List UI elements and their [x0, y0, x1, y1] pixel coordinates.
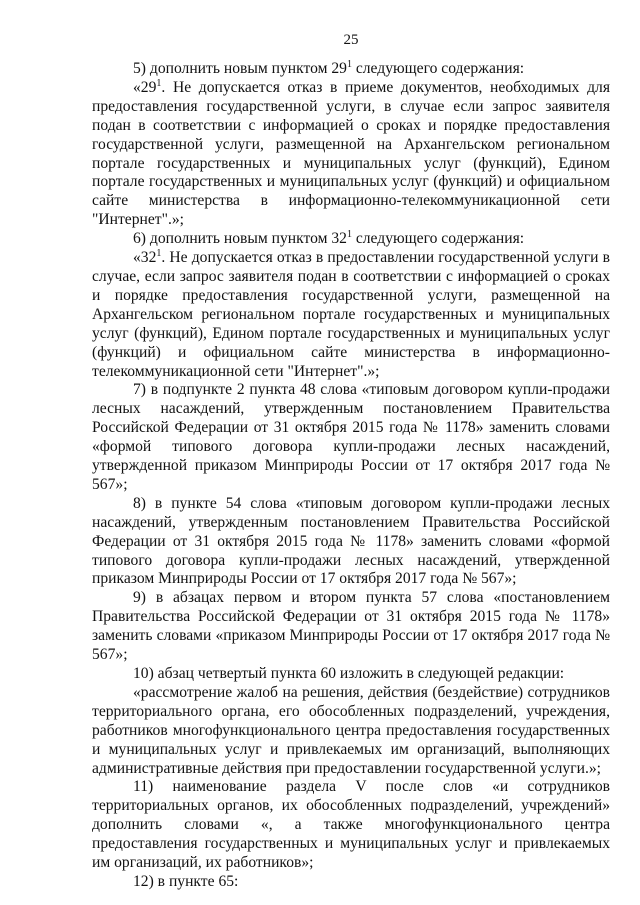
paragraph-item-6: 6) дополнить новым пунктом $32^1$ следующего содержания: — [133, 228, 525, 248]
paragraph-quote-complaints: «рассмотрение жалоб на решения, действия (бездействие) сотрудников территориального органа, его обособленных подразделений, учреждения, работников многофункционального центра предоставления государственных и муниципальных услуг и привлекаемых им организаций, выполняющих административные действия при предоставлении государственной услуги.»; — [92, 683, 610, 777]
paragraph-item-10: 10) абзац четвертый пункта 60 изложить в следующей редакции: — [133, 665, 565, 682]
paragraph-item-11: 11) наименование раздела V после слов «и сотрудников территориальных органов, их обособленных подразделений, учреждений» дополнить словами «, а также многофункционального центра предоставления государственных и муниципальных услуг и привлекаемых им организаций, их работников»; — [92, 778, 610, 872]
page-number: 25 — [343, 32, 359, 48]
paragraph-item-12: 12) в пункте 65: — [133, 872, 239, 890]
paragraph-item-8: 8) в пункте 54 слова «типовым договором купли-продажи лесных насаждений, утвержденным постановлением Правительства Российской Федерации от 31 октября 2015 года № 1178» заменить словами «формой типового договора купли-продажи лесных насаждений, утвержденной приказом Минприроды России от 17 октября 2017 года № 567»; — [92, 494, 610, 588]
paragraph-item-5: 5) дополнить новым пунктом $29^1$ следующего содержания: — [133, 58, 525, 77]
paragraph-point-32-1: «$32^1$. Не допускается отказ в предоставлении государственной услуги в случае, если запрос заявителя подан в соответствии с информацией о сроках и порядке предоставления государственной услуги, размещенной на Архангельском региональном портале государственных и муниципальных услуг (функций), Едином портале государственных и муниципальных услуг (функций) и официальном сайте министерства в информационно-телекоммуникационной сети "Интернет".»; — [92, 247, 610, 380]
paragraph-item-9: 9) в абзацах первом и втором пункта 57 слова «постановлением Правительства Российской Федерации от 31 октября 2015 года № 1178» заменить словами «приказом Минприроды России от 17 октября 2017 года № 567»; — [92, 589, 610, 664]
paragraph-point-29-1: «$29^1$. Не допускается отказ в приеме документов, необходимых для предоставления государственной услуги, в случае если запрос заявителя подан в соответствии с информацией о сроках и порядке предоставления государственной услуги, размещенной на Архангельском региональном портале государственных и муниципальных услуг (функций), Едином портале государственных и муниципальных услуг (функций) и официальном сайте министерства в информационно-телекоммуникационной сети "Интернет".»; — [92, 77, 610, 229]
paragraph-item-7: 7) в подпункте 2 пункта 48 слова «типовым договором купли-продажи лесных насаждений, утвержденным постановлением Правительства Российской Федерации от 31 октября 2015 года № 1178» заменить словами «формой типового договора купли-продажи лесных насаждений, утвержденной приказом Минприроды России от 17 октября 2017 года № 567»; — [92, 381, 610, 493]
